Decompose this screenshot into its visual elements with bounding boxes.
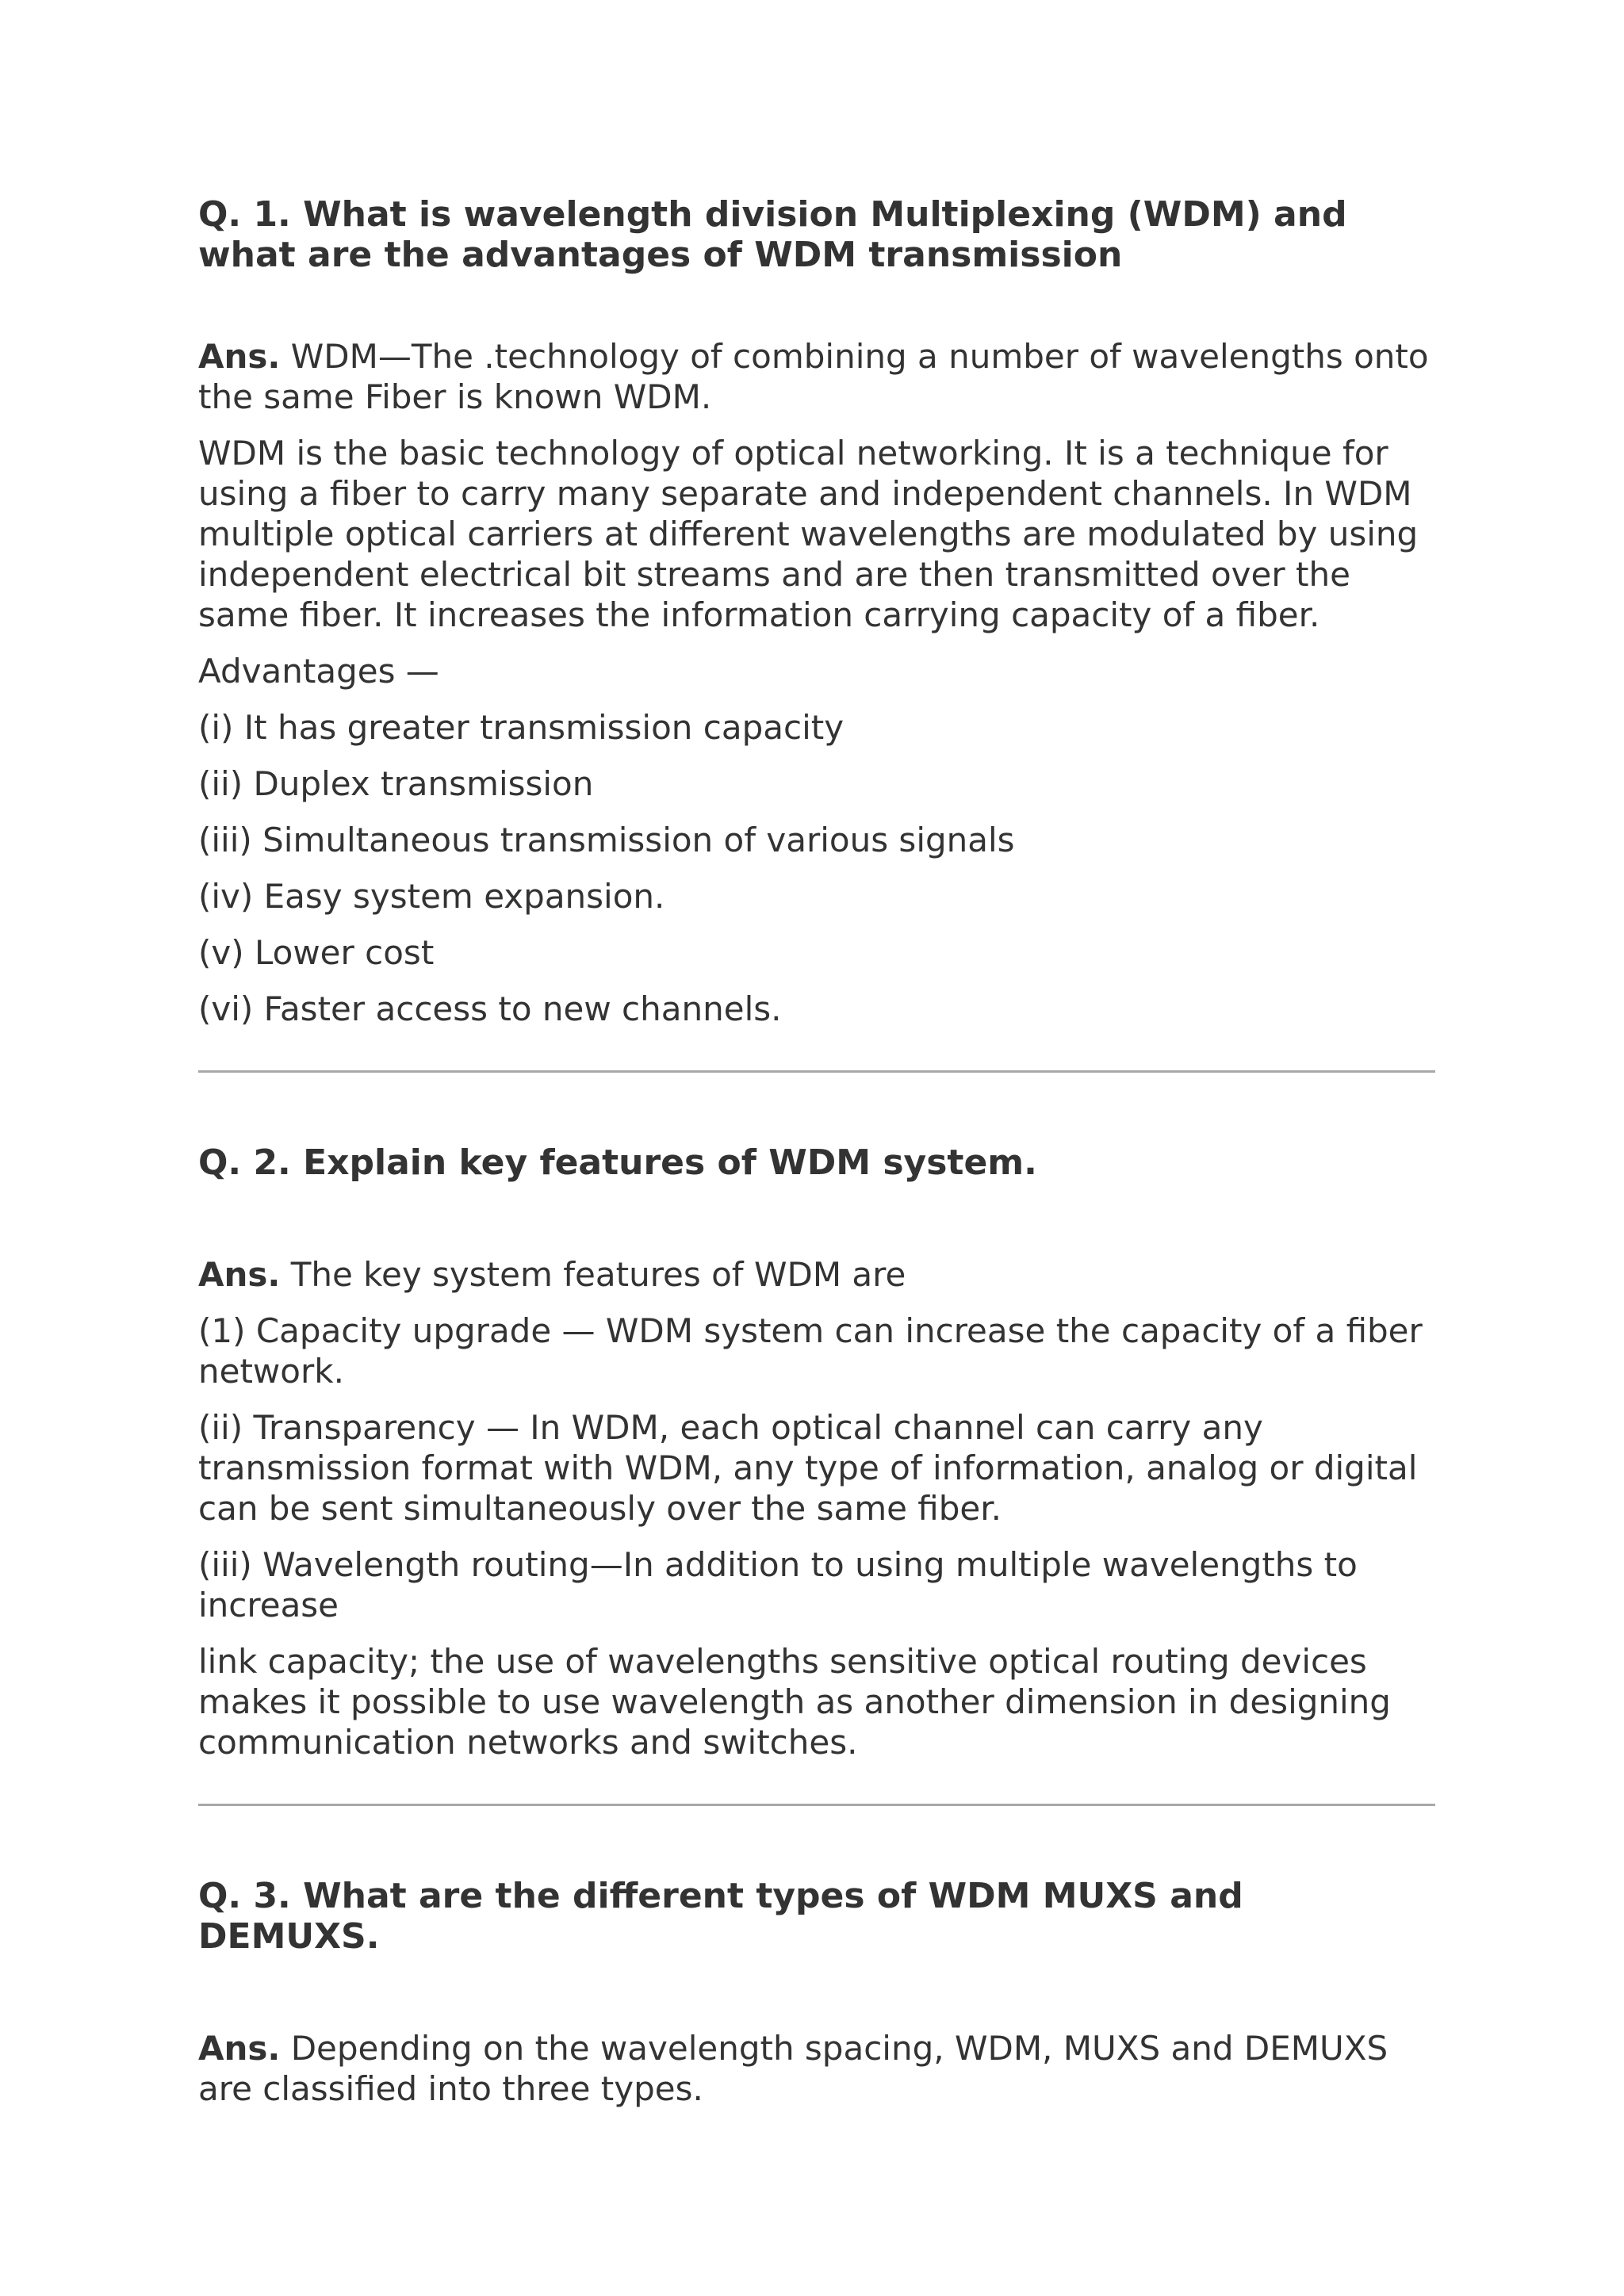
answer-2-lead [198,1254,1435,1295]
advantage-item: (i) It has greater transmission capacity [198,708,845,747]
advantage-item: (v) Lower cost [198,933,435,972]
answer-1-lead [198,336,1435,417]
answer-label: Ans. [198,2029,281,2068]
section-divider [198,1070,1435,1073]
document-page [198,194,1435,2125]
question-3-heading: Q. 3. What are the different types of WDM MUXS and DEMUXS. [198,1876,1243,1957]
question-2-heading: Q. 2. Explain key features of WDM system. [198,1142,1037,1183]
answer-1-paragraph: WDM is the basic technology of optical networking. It is a technique for using a fiber to carry many separate and independent channels. In WDM multiple optical carriers at different wavelengths are modulated by using independent electrical bit streams and are then transmitted over the same fiber. It increases the information carrying capacity of a fiber. [198,434,1419,634]
advantages-heading: Advantages — [198,652,439,691]
qa-section-3 [198,1876,1435,2109]
section-divider [198,1804,1435,1806]
question-1-heading: Q. 1. What is wavelength division Multiplexing (WDM) and what are the advantages of WDM transmission [198,194,1347,275]
advantage-item: (iii) Simultaneous transmission of various signals [198,821,1015,859]
advantage-item: (iv) Easy system expansion. [198,877,665,916]
answer-2-text: The key system features of WDM are [290,1255,906,1294]
advantage-item: (vi) Faster access to new channels. [198,989,782,1028]
qa-section-2 [198,1142,1435,1762]
answer-label: Ans. [198,1255,281,1294]
answer-1-text: WDM—The .technology of combining a number of wavelengths onto the same Fiber is known WDM. [198,337,1429,416]
answer-3-lead [198,2028,1435,2109]
qa-section-1 [198,194,1435,1029]
answer-label: Ans. [198,337,281,376]
advantage-item: (ii) Duplex transmission [198,764,594,803]
feature-item: (ii) Transparency — In WDM, each optical channel can carry any transmission format with WDM, any type of information, analog or digital can be sent simultaneously over the same fiber. [198,1408,1418,1528]
feature-item: (1) Capacity upgrade — WDM system can increase the capacity of a fiber network. [198,1311,1423,1391]
feature-item: (iii) Wavelength routing—In addition to using multiple wavelengths to increase [198,1545,1358,1624]
answer-3-text: Depending on the wavelength spacing, WDM, MUXS and DEMUXS are classified into three types. [198,2029,1388,2108]
feature-item: link capacity; the use of wavelengths sensitive optical routing devices makes it possible to use wavelength as another dimension in designing communication networks and switches. [198,1642,1391,1762]
